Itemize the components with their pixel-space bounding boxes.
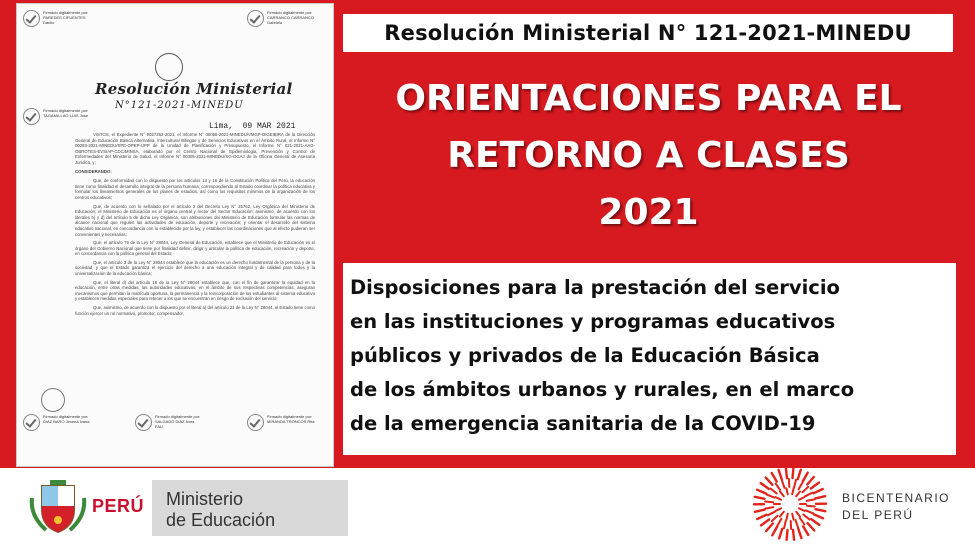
resolution-banner-text: Resolución Ministerial N° 121-2021-MINEDU <box>384 21 912 45</box>
document-paragraph: Que, el literal d) del artículo 18 de la Ley N° 28044 establece que, con el fin de garantizar la equidad en la educación, entre otras medidas, las autoridades educativas, en el ámbito de sus respectivas competencias, aseguran mecanismos que permitan la matrícula oportuna, la permanencia y la reincorporación de los estudiantes al sistema educativo y establecen medidas especiales para retener a los que se encuentran en riesgo de exclusión del servicio; <box>75 279 315 302</box>
digital-signature-bottom-right: Firmado digitalmente por: MIRANDA TRONCOS Rita <box>247 414 315 431</box>
digital-signature-check-icon <box>247 10 264 27</box>
digital-signature-check-icon <box>23 414 40 431</box>
ministry-name-line2: de Educación <box>166 510 276 530</box>
document-title: Resolución Ministerial <box>95 80 293 98</box>
document-section-heading: CONSIDERANDO: <box>75 168 112 174</box>
document-number: N°121-2021-MINEDU <box>115 100 244 111</box>
official-stamp-icon <box>41 388 65 412</box>
document-paragraph: Que, asimismo, de acuerdo con lo dispuesto por el literal a) del artículo 21 de la Ley N° 28044, el Estado tiene como función ejercer un rol normativo, promotor, compensador, <box>75 305 315 316</box>
bicentenario-starburst-icon <box>752 466 828 542</box>
description-line: públicos y privados de la Educación Básica <box>350 344 820 367</box>
resolution-document-scan <box>17 4 333 466</box>
description-line: de la emergencia sanitaria de la COVID-19 <box>350 412 816 435</box>
bicentenario-wordmark-line2: DEL PERÚ <box>842 508 914 522</box>
digital-signature-check-icon <box>247 414 264 431</box>
document-paragraph: Que, el artículo 3 de la Ley N° 28044 establece que la educación es un derecho fundamental de la persona y de la sociedad, y que el Estado garantiza el ejercicio del derecho a una educación integral y de calidad para todos y la universalización de la educación básica; <box>75 259 315 277</box>
document-date: Lima, 09 MAR 2021 <box>209 122 296 131</box>
peru-coat-of-arms-icon <box>28 480 88 536</box>
main-heading <box>340 70 957 241</box>
document-paragraph: Que, de conformidad con lo dispuesto por los artículos 13 y 16 de la Constitución Política del Perú, la educación tiene como finalidad el desarrollo integral de la persona humana; correspondiendo al Estado coordinar la política educativa y formular los lineamientos generales de los planes de estudios, así como los requisitos mínimos de la organización de los centros educativos; <box>75 178 315 200</box>
description-line: Disposiciones para la prestación del servicio <box>350 276 840 299</box>
heading-line: RETORNO A CLASES <box>447 135 850 176</box>
description-text <box>350 271 950 441</box>
description-line: en las instituciones y programas educativos <box>350 310 836 333</box>
peru-wordmark: PERÚ <box>92 496 145 516</box>
description-line: de los ámbitos urbanos y rurales, en el marco <box>350 378 855 401</box>
document-body <box>75 132 315 319</box>
heading-year: 2021 <box>598 192 699 233</box>
digital-signature-left: Firmado digitalmente por: TAGAMA LAO LUIS Jose <box>23 108 91 125</box>
digital-signature-check-icon <box>23 108 40 125</box>
digital-signature-check-icon <box>23 10 40 27</box>
document-paragraph: Que, el artículo 79 de la Ley N° 28044, Ley General de Educación, establece que el Ministerio de Educación es el órgano del Gobierno Nacional que tiene por finalidad definir, dirigir y articular la política de educación, recreación y deporte, en concordancia con la política general del Estado; <box>75 240 315 257</box>
digital-signature-top-right: Firmado digitalmente por: CARRANCO CARRANCO Gabriela <box>247 10 315 27</box>
digital-signature-top-left: Firmado digitalmente por: PAREDES CIFUENTES Danilo <box>23 10 91 27</box>
digital-signature-check-icon <box>135 414 152 431</box>
description-box <box>343 263 956 455</box>
document-paragraph: Que, de acuerdo con lo señalado por el artículo 3 del Decreto Ley N° 25762, Ley Orgánica del Ministerio de Educación, el Ministerio de Educación es el órgano central y rector del Sector Educación; asimismo, de acuerdo con los literales b) y d) del artículo 5 de dicha Ley Orgánica, son atribuciones del Ministerio de Educación formular las normas de alcance nacional que regulen las actividades de educación, deporte y recreación; y orientar el desarrollo del sistema educativo nacional, en concordancia con lo establecido por la ley, y establecer las coordinaciones que al efecto pudieran ser convenientes y necesarias; <box>75 203 315 237</box>
bicentenario-wordmark-line1: BICENTENARIO <box>842 491 951 505</box>
document-vistos: VISTOS, el Expediente N° 0027252-2021, el Informe N° 00055-2021-MINEDU/VMGP-DIGEIBIRA de la Dirección General de Educación Básica Alternativa, Intercultural Bilingüe y de Servicios Educativos en el Ámbito Rural, el Informe N° 00283-2021-MINEDU/SPE-OPEP-UPP de la Unidad de Planificación y Presupuesto, el Informe N° 021-2021-AAG-OBROTES-EVSIAP-CDC/MINSA, elaborado por el Centro Nacional de Epidemiología, Prevención y Control de Enfermedades del Ministerio de Salud, el Informe N° 00305-2021-MINEDU/SG-OGAJ de la Oficina General de Asesoría Jurídica, y; <box>75 132 315 165</box>
digital-signature-bottom-left: Firmado digitalmente por: DIAZ BARO Jimena Ivana <box>23 414 91 431</box>
digital-signature-bottom-center: Firmado digitalmente por: SALGADO DIAZ Nora FAU <box>135 414 203 431</box>
resolution-banner <box>343 14 953 52</box>
ministry-name-line1: Ministerio <box>166 489 244 509</box>
peru-coat-of-arms-icon <box>155 53 183 81</box>
heading-line: ORIENTACIONES PARA EL <box>395 78 902 119</box>
